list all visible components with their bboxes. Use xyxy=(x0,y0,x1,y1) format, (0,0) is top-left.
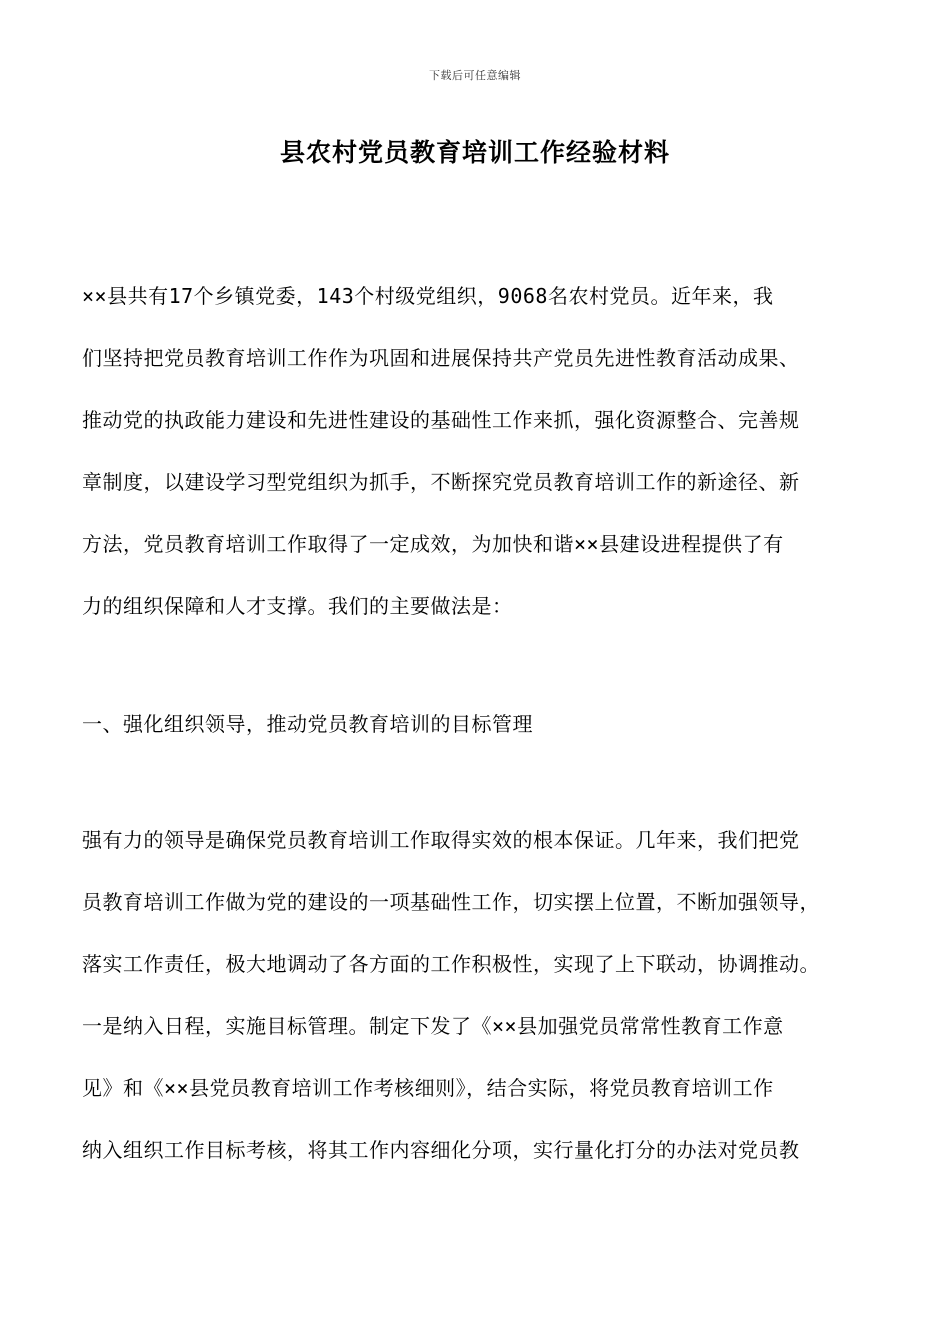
section-line: 强有力的领导是确保党员教育培训工作取得实效的根本保证。几年来，我们把党 xyxy=(82,828,800,852)
section-paragraph xyxy=(82,809,872,1181)
section-heading-text: 一、强化组织领导，推动党员教育培训的目标管理 xyxy=(82,712,533,736)
section-line: 见》和《××县党员教育培训工作考核细则》，结合实际，将党员教育培训工作 xyxy=(82,1076,774,1100)
intro-line: ××县共有17个乡镇党委，143个村级党组织，9068名农村党员。近年来，我 xyxy=(82,284,774,308)
intro-line: 章制度，以建设学习型党组织为抓手，不断探究党员教育培训工作的新途径、新 xyxy=(82,470,800,494)
section-line: 员教育培训工作做为党的建设的一项基础性工作，切实摆上位置，不断加强领导， xyxy=(82,890,820,914)
header-note: 下载后可任意编辑 xyxy=(429,69,521,82)
section-line: 纳入组织工作目标考核，将其工作内容细化分项，实行量化打分的办法对党员教 xyxy=(82,1138,800,1162)
intro-line: 方法，党员教育培训工作取得了一定成效，为加快和谐××县建设进程提供了有 xyxy=(82,532,784,556)
section-line: 一是纳入日程，实施目标管理。制定下发了《××县加强党员常常性教育工作意 xyxy=(82,1014,784,1038)
document-title: 县农村党员教育培训工作经验材料 xyxy=(279,138,670,167)
intro-line: 推动党的执政能力建设和先进性建设的基础性工作来抓，强化资源整合、完善规 xyxy=(82,408,800,432)
section-line: 落实工作责任，极大地调动了各方面的工作积极性，实现了上下联动，协调推动。 xyxy=(82,952,820,976)
intro-line: 们坚持把党员教育培训工作作为巩固和进展保持共产党员先进性教育活动成果、 xyxy=(82,346,800,370)
intro-line: 力的组织保障和人才支撑。我们的主要做法是： xyxy=(82,594,513,618)
intro-paragraph xyxy=(82,265,872,637)
section-heading xyxy=(82,693,872,755)
